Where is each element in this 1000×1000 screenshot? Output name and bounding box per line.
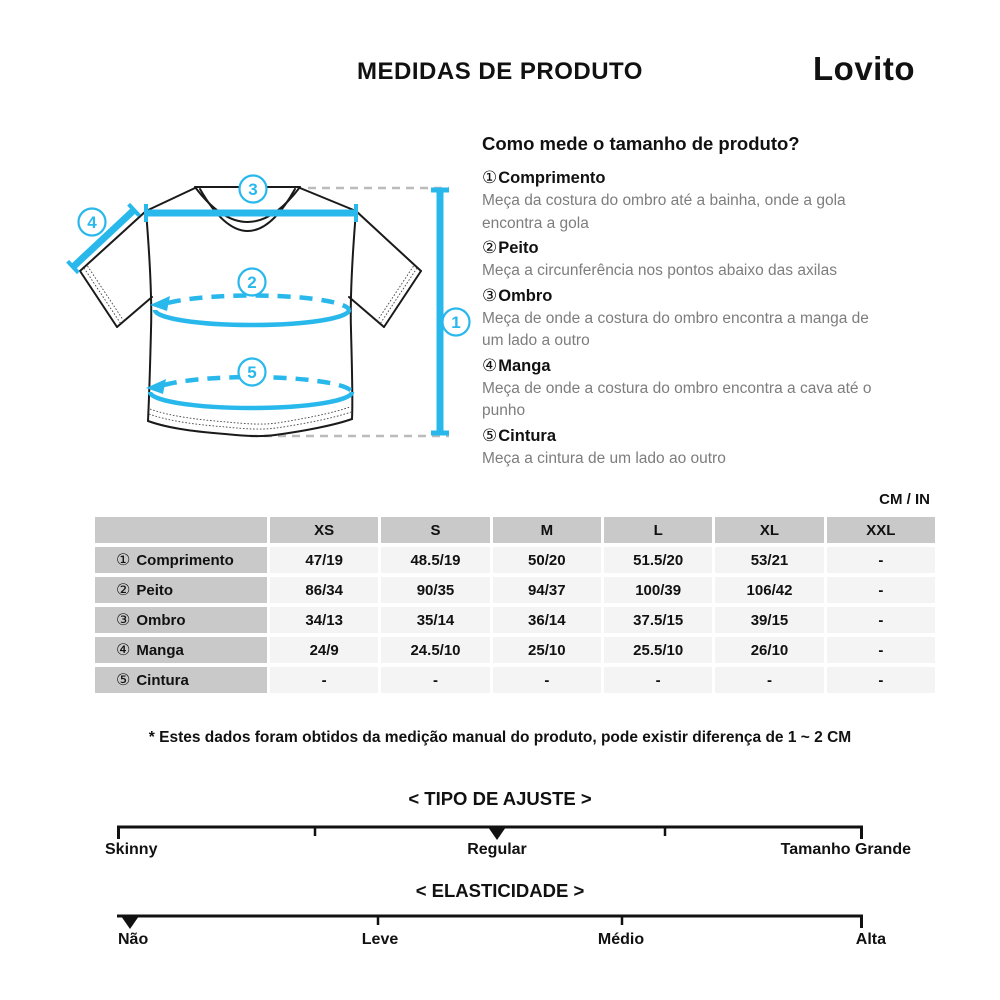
table-cell: - <box>827 547 935 573</box>
guide-item-number: ③ <box>482 285 498 305</box>
measurement-disclaimer: * Estes dados foram obtidos da medição manual do produto, pode existir diferença de 1 ~ 2 CM <box>148 729 852 746</box>
table-cell: 86/34 <box>270 577 378 603</box>
guide-item-label: Comprimento <box>498 169 606 187</box>
row-number: ① <box>116 552 131 569</box>
row-header-peito <box>95 577 267 603</box>
fit-scale-labels <box>0 841 1000 861</box>
lovito-logo: Lovito <box>813 50 915 87</box>
guide-item-cintura <box>482 424 894 471</box>
table-cell: - <box>493 667 601 693</box>
guide-heading: Como mede o tamanho de produto? <box>482 133 800 154</box>
elasticity-label-medio: Médio <box>597 931 645 948</box>
column-header-s: S <box>381 517 489 543</box>
column-header-l: L <box>604 517 712 543</box>
guide-item-number: ② <box>482 238 498 257</box>
size-table <box>95 517 935 693</box>
table-cell: 90/35 <box>381 577 489 603</box>
callout-2: 2 <box>247 273 257 292</box>
guide-item-label: Ombro <box>498 286 553 305</box>
elasticity-scale-labels <box>0 931 1000 951</box>
guide-item-number: ① <box>482 168 498 187</box>
tshirt-outline <box>80 187 421 436</box>
elasticity-label-alta: Alta <box>855 931 886 948</box>
guide-item-description: Meça de onde a costura do ombro encontra a manga de um lado a outro <box>482 309 869 349</box>
fit-label-tamanho-grande: Tamanho Grande <box>780 841 911 858</box>
table-cell: 94/37 <box>493 577 601 603</box>
guide-item-label: Peito <box>498 239 539 257</box>
table-cell: 48.5/19 <box>381 547 489 573</box>
callout-3: 3 <box>248 180 258 199</box>
elasticity-marker-icon <box>121 916 139 929</box>
table-cell: - <box>270 667 378 693</box>
table-cell: 51.5/20 <box>604 547 712 573</box>
row-header-comprimento <box>95 547 267 573</box>
table-cell: - <box>381 667 489 693</box>
guide-item-comprimento <box>482 166 894 235</box>
guide-item-manga <box>482 354 894 423</box>
table-cell: 24.5/10 <box>381 637 489 663</box>
table-cell: 36/14 <box>493 607 601 633</box>
table-cell: 37.5/15 <box>604 607 712 633</box>
row-label: Peito <box>136 581 174 599</box>
fit-marker-icon <box>488 827 506 840</box>
guide-item-number: ⑤ <box>482 425 498 445</box>
elasticity-scale-heading: < ELASTICIDADE > <box>415 880 585 901</box>
row-label: Cintura <box>136 671 189 689</box>
guide-item-label: Cintura <box>498 426 556 445</box>
row-number: ③ <box>116 612 131 629</box>
column-header-m: M <box>493 517 601 543</box>
row-number: ⑤ <box>116 672 131 689</box>
table-cell: - <box>827 667 935 693</box>
column-header-xl: XL <box>715 517 823 543</box>
table-cell: 25.5/10 <box>604 637 712 663</box>
row-number: ④ <box>116 642 131 659</box>
measurement-marks <box>68 190 449 433</box>
row-header-ombro <box>95 607 267 633</box>
fit-label-skinny: Skinny <box>105 841 158 858</box>
column-header-xs: XS <box>270 517 378 543</box>
table-cell: 39/15 <box>715 607 823 633</box>
guide-item-description: Meça a cintura de um lado ao outro <box>482 449 726 467</box>
guide-item-number: ④ <box>482 355 498 375</box>
row-label: Manga <box>136 641 184 659</box>
elasticity-label-leve: Leve <box>361 931 399 948</box>
fit-scale-heading: < TIPO DE AJUSTE > <box>408 788 592 809</box>
guide-item-ombro <box>482 284 894 353</box>
elasticity-label-nao: Não <box>118 931 149 948</box>
row-label: Comprimento <box>136 551 234 569</box>
table-corner-cell <box>95 517 267 543</box>
measure-guide <box>482 133 894 470</box>
row-label: Ombro <box>136 611 186 629</box>
tshirt-diagram <box>55 160 475 460</box>
row-header-manga <box>95 637 267 663</box>
table-cell: 53/21 <box>715 547 823 573</box>
guide-item-description: Meça de onde a costura do ombro encontra a cava até o punho <box>482 379 872 419</box>
table-cell: 47/19 <box>270 547 378 573</box>
guide-item-description: Meça da costura do ombro até a bainha, onde a gola encontra a gola <box>482 192 846 232</box>
table-cell: 106/42 <box>715 577 823 603</box>
table-cell: 34/13 <box>270 607 378 633</box>
row-number: ② <box>116 582 131 599</box>
fit-label-regular: Regular <box>467 841 527 858</box>
table-cell: 50/20 <box>493 547 601 573</box>
table-cell: - <box>827 607 935 633</box>
table-cell: - <box>604 667 712 693</box>
table-cell: 100/39 <box>604 577 712 603</box>
callout-4: 4 <box>87 213 97 232</box>
guide-item-peito <box>482 236 894 283</box>
guide-item-label: Manga <box>498 356 551 375</box>
unit-label: CM / IN <box>879 491 930 508</box>
table-cell: 26/10 <box>715 637 823 663</box>
callout-5: 5 <box>247 363 257 382</box>
guide-item-description: Meça a circunferência nos pontos abaixo das axilas <box>482 262 837 279</box>
table-cell: - <box>715 667 823 693</box>
table-cell: - <box>827 637 935 663</box>
row-header-cintura <box>95 667 267 693</box>
table-cell: 35/14 <box>381 607 489 633</box>
table-cell: - <box>827 577 935 603</box>
callout-1: 1 <box>451 313 461 332</box>
callout-badges <box>79 176 470 386</box>
table-cell: 25/10 <box>493 637 601 663</box>
page-title: MEDIDAS DE PRODUTO <box>357 58 643 85</box>
column-header-xxl: XXL <box>827 517 935 543</box>
table-cell: 24/9 <box>270 637 378 663</box>
